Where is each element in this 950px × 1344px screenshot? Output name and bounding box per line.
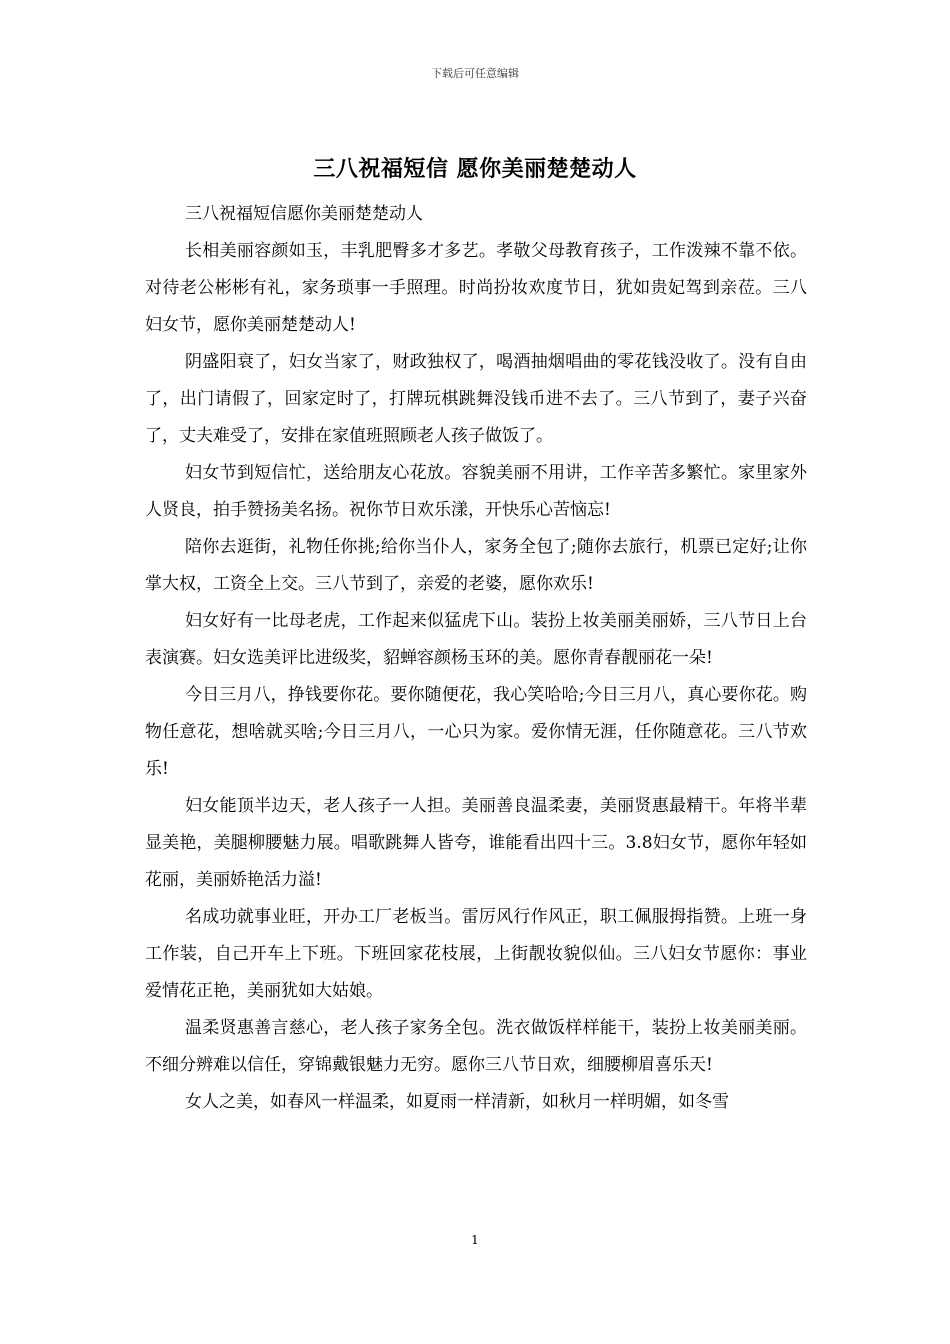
paragraph: 温柔贤惠善言慈心，老人孩子家务全包。洗衣做饭样样能干，装扮上妆美丽美丽。不细分辨难以信任，穿锦戴银魅力无穷。愿你三八节日欢，细腰柳眉喜乐天! [145,1018,807,1075]
paragraph: 女人之美，如春风一样温柔，如夏雨一样清新，如秋月一样明媚，如冬雪 [185,1092,729,1112]
paragraph: 陪你去逛街，礼物任你挑;给你当仆人，家务全包了;随你去旅行，机票已定好;让你掌大权，工资全上交。三八节到了，亲爱的老婆，愿你欢乐! [145,537,807,594]
paragraph: 妇女节到短信忙，送给朋友心花放。容貌美丽不用讲，工作辛苦多繁忙。家里家外人贤良，拍手赞扬美名扬。祝你节日欢乐漾，开快乐心苦恼忘! [145,463,807,520]
paragraph: 阴盛阳衰了，妇女当家了，财政独权了，喝酒抽烟唱曲的零花钱没收了。没有自由了，出门请假了，回家定时了，打牌玩棋跳舞没钱币进不去了。三八节到了，妻子兴奋了，丈夫难受了，安排在家值班照顾老人孩子做饭了。 [145,352,807,446]
document-body [145,196,807,1121]
document-title: 三八祝福短信 愿你美丽楚楚动人 [313,156,637,182]
paragraph: 妇女能顶半边天，老人孩子一人担。美丽善良温柔妻，美丽贤惠最精干。年将半辈显美艳，美腿柳腰魅力展。唱歌跳舞人皆夸，谁能看出四十三。3.8妇女节，愿你年轻如花丽，美丽娇艳活力溢! [145,796,807,890]
paragraph: 名成功就事业旺，开办工厂老板当。雷厉风行作风正，职工佩服拇指赞。上班一身工作装，自己开车上下班。下班回家花枝展，上街靓妆貌似仙。三八妇女节愿你：事业爱情花正艳，美丽犹如大姑娘。 [145,907,807,1001]
paragraph: 妇女好有一比母老虎，工作起来似猛虎下山。装扮上妆美丽美丽娇，三八节日上台表演赛。妇女选美评比进级奖，貂蝉容颜杨玉环的美。愿你青春靓丽花一朵! [145,611,807,668]
paragraph: 今日三月八，挣钱要你花。要你随便花，我心笑哈哈;今日三月八，真心要你花。购物任意花，想啥就买啥;今日三月八，一心只为家。爱你情无涯，任你随意花。三八节欢乐! [145,685,807,779]
subtitle-paragraph: 三八祝福短信愿你美丽楚楚动人 [185,204,423,224]
paragraph: 长相美丽容颜如玉，丰乳肥臀多才多艺。孝敬父母教育孩子，工作泼辣不靠不依。对待老公彬彬有礼，家务琐事一手照理。时尚扮妆欢度节日，犹如贵妃驾到亲莅。三八妇女节，愿你美丽楚楚动人! [145,241,807,335]
page-number: 1 [471,1233,479,1247]
page-header: 下载后可任意编辑 [431,67,519,80]
